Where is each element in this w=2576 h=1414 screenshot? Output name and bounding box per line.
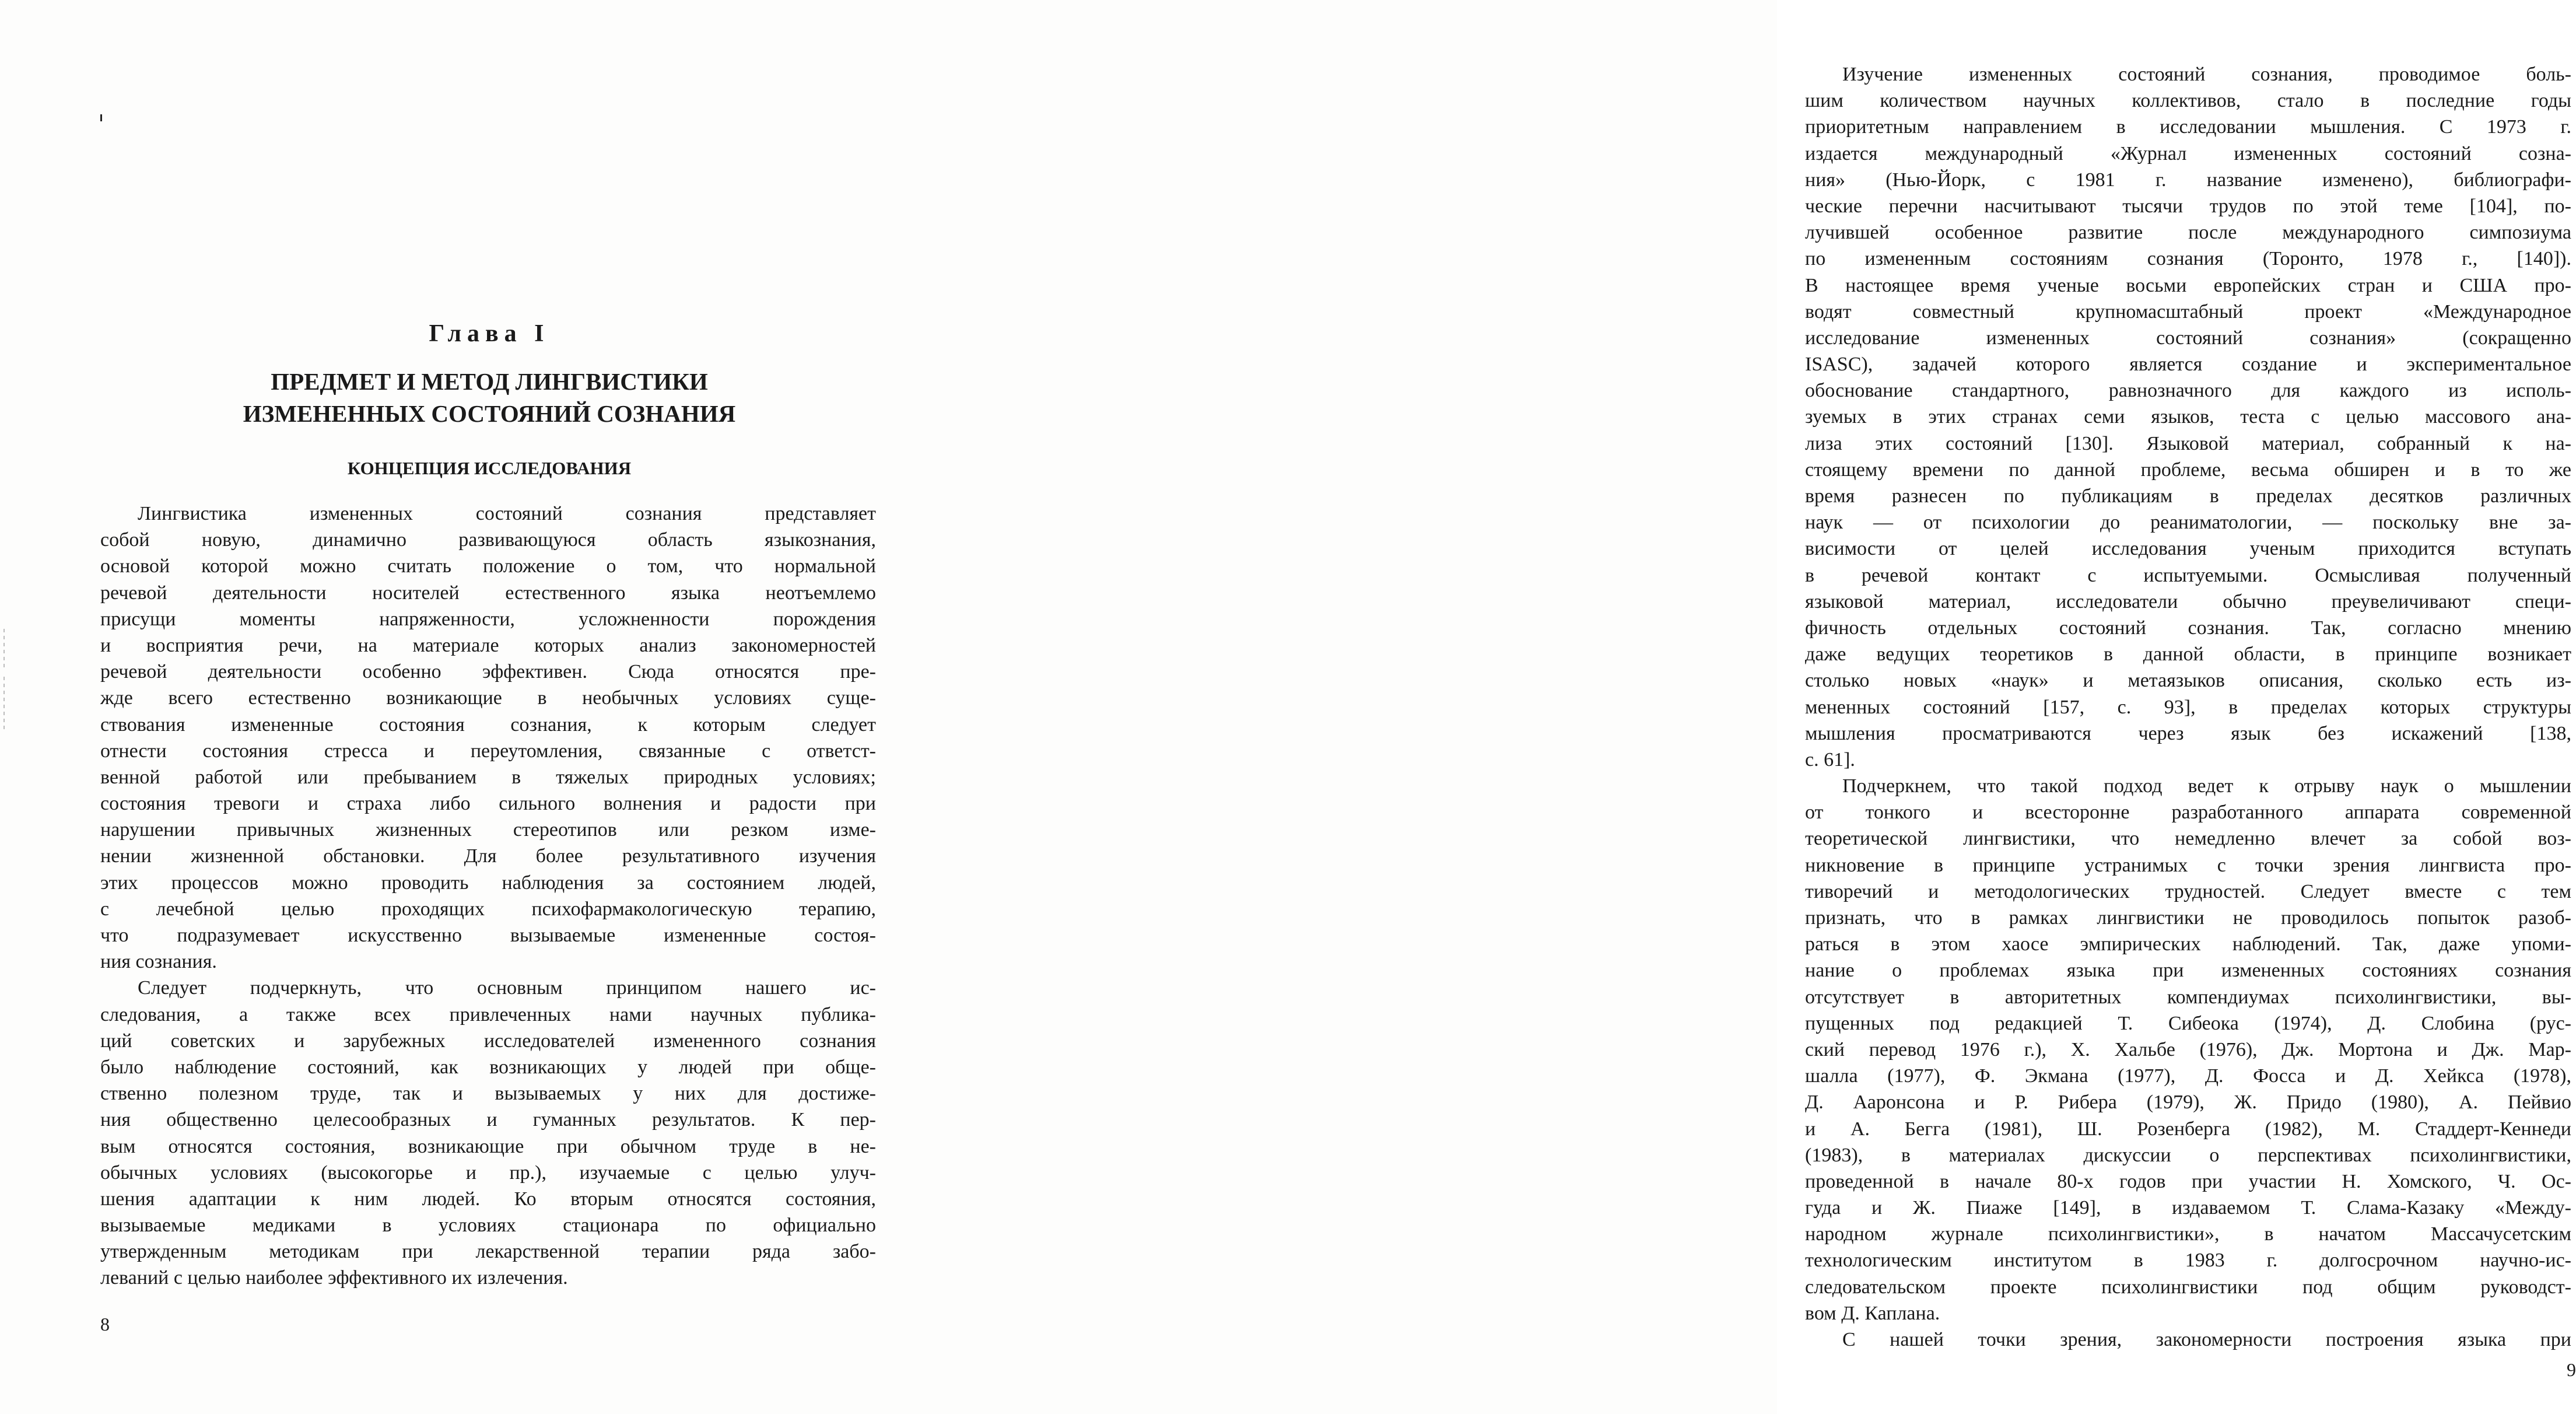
text-line: присущи моменты напряженности, усложненности порождения [100,608,876,630]
text-line: исследование измененных состояний сознания» (сокращенно [1805,327,2571,349]
text-line: от тонкого и всесторонне разработанного аппарата современной [1805,802,2571,824]
text-line: тиворечий и методологических трудностей. Следует вместе с тем [1805,880,2571,902]
right-body-text [1805,61,2571,1353]
text-line: зуемых в этих странах семи языков, теста с целью массового ана- [1805,406,2571,428]
text-line: ния сознания. [100,951,217,973]
text-line: Д. Ааронсона и Р. Рибера (1979), Ж. Придо (1980), А. Пейвио [1805,1091,2571,1114]
text-line: отсутствует в авторитетных компендиумах психолингвистики, вы- [1805,986,2571,1008]
text-line: состояния тревоги и страха либо сильного волнения и радости при [100,793,876,815]
text-line: даже ведущих теоретиков в данной области, в принципе возникает [1805,643,2571,666]
text-line: с. 61]. [1805,748,1855,771]
text-line: обоснование стандартного, равнозначного для каждого из исполь- [1805,380,2571,402]
binding-shadow [3,629,5,670]
text-line: и А. Бегга (1981), Ш. Розенберга (1982), М. Стаддерт-Кеннеди [1805,1118,2571,1140]
page-number: 9 [2567,1359,2576,1380]
text-line: Лингвистика измененных состояний сознания представляет [138,503,876,524]
text-line: фичность отдельных состояний сознания. Так, согласно мнению [1805,617,2571,639]
text-line: вызываемые медиками в условиях стационара по официально [100,1214,876,1237]
text-line: отнести состояния стресса и переутомления, связанные с ответст- [100,740,876,762]
text-line: Изучение измененных состояний сознания, проводимое боль- [1842,64,2571,85]
section-title: КОНЦЕПЦИЯ ИССЛЕДОВАНИЯ [347,458,632,478]
text-line: нарушении привычных жизненных стереотипов или резком изме- [100,819,876,841]
text-line: утвержденным методикам при лекарственной терапии ряда забо- [100,1241,876,1263]
right-page [888,0,2576,1414]
text-line: шения адаптации к ним людей. Ко вторым относятся состояния, [100,1188,876,1210]
text-line: С нашей точки зрения, закономерности построения языка при [1842,1329,2571,1350]
text-line: шалла (1977), Ф. Экмана (1977), Д. Фосса и Д. Хейкса (1978), [1805,1065,2571,1087]
text-line: обычных условиях (высокогорье и пр.), изучаемые с целью улуч- [100,1161,876,1184]
text-line: ния» (Нью-Йорк, с 1981 г. название изменено), библиографи- [1805,169,2571,191]
text-line: вым относятся состояния, возникающие при обычном труде в не- [100,1135,876,1157]
text-line: В настоящее время ученые восьми европейских стран и США про- [1805,274,2571,296]
text-line: по измененным состояниям сознания (Торонто, 1978 г., [140]). [1805,248,2571,270]
print-mark [100,114,102,121]
text-line: никновение в принципе устранимых с точки зрения лингвиста про- [1805,854,2571,876]
chapter-title-line: ПРЕДМЕТ И МЕТОД ЛИНГВИСТИКИ [271,368,708,395]
text-line: вом Д. Каплана. [1805,1302,1940,1324]
text-line: народном журнале психолингвистики», в начатом Массачусетским [1805,1223,2571,1245]
text-line: пущенных под редакцией Т. Сибеока (1974), Д. Слобина (рус- [1805,1012,2571,1034]
text-line: и восприятия речи, на материале которых анализ закономерностей [100,634,876,656]
text-line: что подразумевает искусственно вызываемые измененные состоя- [100,925,876,946]
chapter-title-line: ИЗМЕНЕННЫХ СОСТОЯНИЙ СОЗНАНИЯ [243,400,736,427]
text-line: издается международный «Журнал измененных состояний созна- [1805,142,2571,164]
text-line: языковой материал, исследователи обычно преувеличивают специ- [1805,590,2571,612]
text-line: гуда и Ж. Пиаже [149], в издаваемом Т. Слама-Казаку «Между- [1805,1197,2571,1219]
text-line: лучившей особенное развитие после международного симпозиума [1805,222,2571,244]
text-line: время разнесен по публикациям в пределах десятков различных [1805,485,2571,507]
text-line: собой новую, динамично развивающуюся область языкознания, [100,529,876,551]
text-line: приоритетным направлением в исследовании мышления. С 1973 г. [1805,116,2571,138]
text-line: леваний с целью наиболее эффективного их излечения. [100,1267,568,1289]
text-line: признать, что в рамках лингвистики не проводилось попыток разоб- [1805,907,2571,929]
text-line: мышления просматриваются через язык без искажений [138, [1805,722,2571,744]
left-page [0,0,888,1414]
text-line: нание о проблемах языка при измененных состояниях сознания [1805,960,2571,982]
text-line: ствования измененные состояния сознания, к которым следует [100,713,876,736]
text-line: нении жизненной обстановки. Для более результативного изучения [100,845,876,867]
chapter-title [98,366,881,430]
text-line: Следует подчеркнуть, что основным принципом нашего ис- [138,977,876,999]
text-line: ISASC), задачей которого является создание и экспериментальное [1805,354,2571,376]
binding-shadow [3,677,5,729]
text-line: венной работой или пребыванием в тяжелых природных условиях; [100,766,876,788]
text-line: водят совместный крупномасштабный проект «Международное [1805,300,2571,323]
text-line: проведенной в начале 80-х годов при участии Н. Хомского, Ч. Ос- [1805,1170,2571,1192]
text-line: ский перевод 1976 г.), Х. Хальбе (1976), Дж. Мортона и Дж. Мар- [1805,1038,2571,1060]
chapter-label: Глава I [429,320,550,347]
text-line: ния общественно целесообразных и гуманных результатов. К пер- [100,1109,876,1131]
text-line: мененных состояний [157, с. 93], в пределах которых структуры [1805,696,2571,718]
text-line: раться в этом хаосе эмпирических наблюдений. Так, даже упоми- [1805,933,2571,956]
text-line: ций советских и зарубежных исследователей измененного сознания [100,1030,876,1052]
text-line: (1983), в материалах дискуссии о перспективах психолингвистики, [1805,1144,2571,1166]
text-line: речевой деятельности особенно эффективен. Сюда относятся пре- [100,661,876,683]
text-line: в речевой контакт с испытуемыми. Осмысливая полученный [1805,564,2571,586]
text-line: висимости от целей исследования ученым приходится вступать [1805,538,2571,560]
text-line: технологическим институтом в 1983 г. долгосрочном научно-ис- [1805,1250,2571,1272]
text-line: было наблюдение состояний, как возникающих у людей при обще- [100,1056,876,1078]
text-line: с лечебной целью проходящих психофармакологическую терапию, [100,898,876,920]
text-line: следования, а также всех привлеченных нами научных публика- [100,1003,876,1026]
text-line: основой которой можно считать положение о том, что нормальной [100,555,876,578]
text-line: жде всего естественно возникающие в необычных условиях суще- [100,687,876,709]
text-line: лиза этих состояний [130]. Языковой материал, собранный к на- [1805,432,2571,454]
text-line: следовательском проекте психолингвистики под общим руководст- [1805,1276,2571,1298]
text-line: шим количеством научных коллективов, стало в последние годы [1805,90,2571,112]
page-number: 8 [100,1314,110,1335]
text-line: Подчеркнем, что такой подход ведет к отрыву наук о мышлении [1842,775,2571,797]
text-line: наук — от психологии до реаниматологии, — поскольку вне за- [1805,512,2571,534]
text-line: стоящему времени по данной проблеме, весьма обширен и в то же [1805,459,2571,481]
text-line: этих процессов можно проводить наблюдения за состоянием людей, [100,872,876,894]
text-line: ческие перечни насчитывают тысячи трудов по этой теме [104], по- [1805,195,2571,217]
left-body-text [100,501,876,1292]
text-line: теоретической лингвистики, что немедленно влечет за собой воз- [1805,828,2571,850]
text-line: речевой деятельности носителей естественного языка неотъемлемо [100,582,876,604]
text-line: ственно полезном труде, так и вызываемых у них для достиже- [100,1083,876,1105]
text-line: столько новых «наук» и метаязыков описания, сколько есть из- [1805,670,2571,692]
